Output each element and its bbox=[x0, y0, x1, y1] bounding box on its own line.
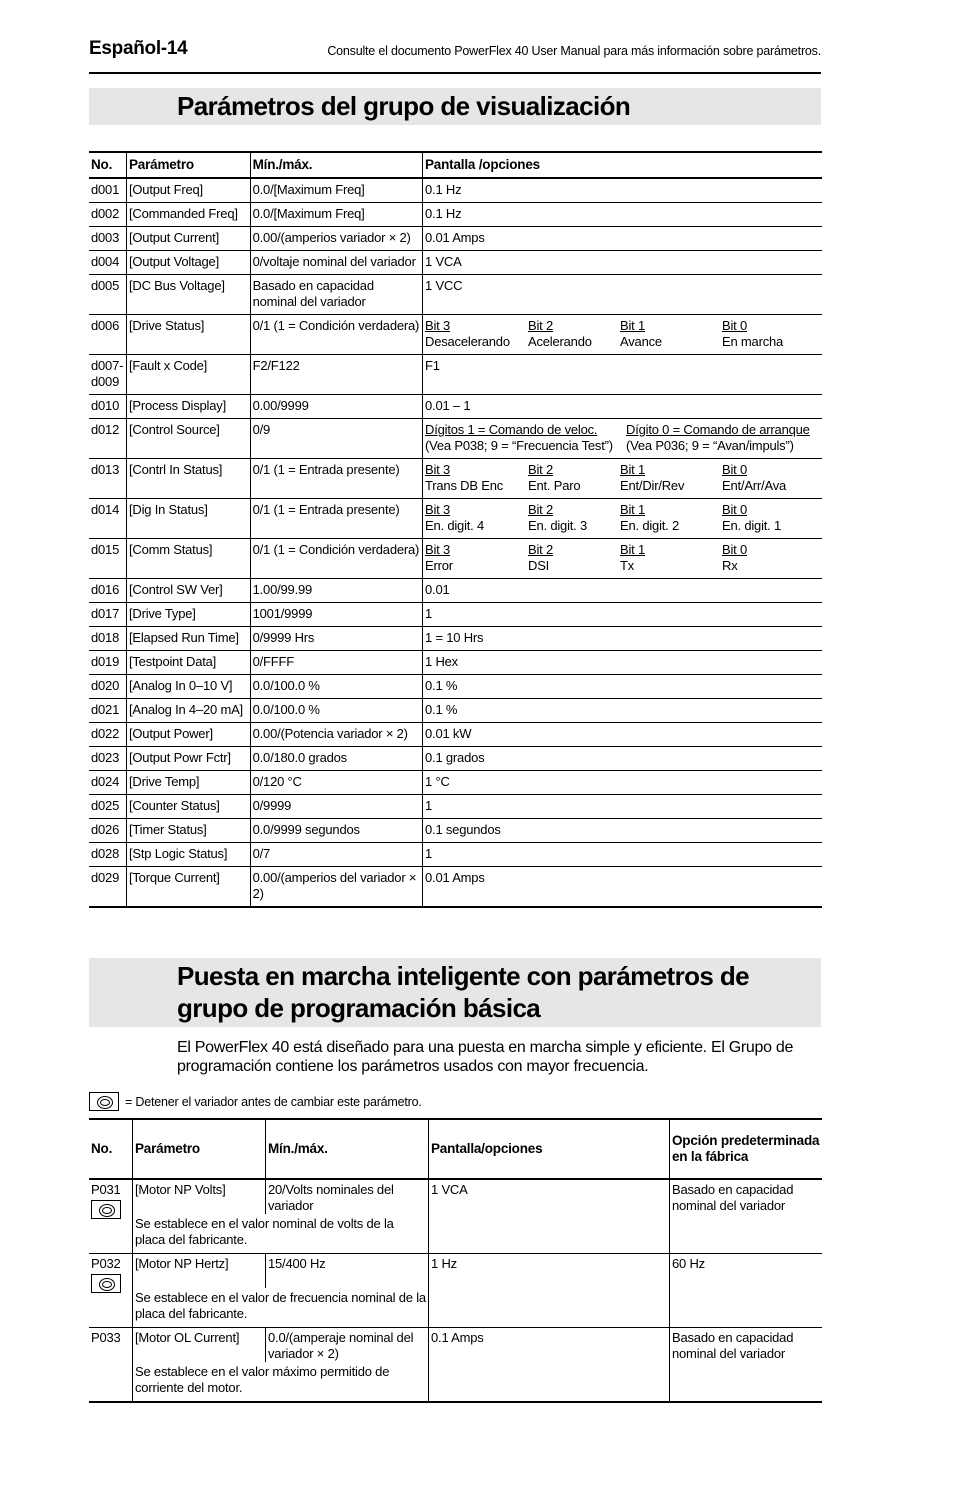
table-header-row bbox=[89, 152, 822, 178]
bit-option bbox=[620, 318, 722, 350]
param-display: 0.1 % bbox=[423, 699, 823, 723]
bit-options bbox=[425, 502, 820, 534]
bit-label: Bit 3 bbox=[425, 502, 451, 517]
bit-label: Bit 2 bbox=[528, 502, 554, 517]
digit-label: Dígitos 1 = Comando de veloc. bbox=[425, 422, 598, 437]
bit-description: Trans DB Enc bbox=[425, 478, 504, 493]
param-number: d025 bbox=[89, 795, 126, 819]
bit-option bbox=[425, 462, 528, 494]
table-row bbox=[89, 1254, 822, 1289]
bit-description: Ent/Dir/Rev bbox=[620, 478, 685, 493]
param-number: d003 bbox=[89, 227, 126, 251]
param-display bbox=[423, 315, 823, 355]
param-name: [Output Freq] bbox=[126, 178, 250, 203]
param-number-cell bbox=[89, 1179, 133, 1254]
param-display bbox=[423, 499, 823, 539]
param-display: 1 VCA bbox=[423, 251, 823, 275]
display-parameters-table bbox=[89, 151, 822, 908]
bit-option bbox=[722, 318, 820, 350]
bit-label: Bit 2 bbox=[528, 542, 554, 557]
param-minmax: 0.0/(amperaje nominal del variador × 2) bbox=[266, 1328, 429, 1363]
param-name: [Analog In 0–10 V] bbox=[126, 675, 250, 699]
intro-paragraph: El PowerFlex 40 está diseñado para una puesta en marcha simple y eficiente. El Grupo de programación contiene los parámetros usados con mayor frecuencia. bbox=[177, 1039, 794, 1075]
param-number: d016 bbox=[89, 579, 126, 603]
param-display: 0.1 Hz bbox=[423, 203, 823, 227]
table-row bbox=[89, 795, 822, 819]
param-name: [Torque Current] bbox=[126, 867, 250, 908]
bit-option bbox=[722, 462, 820, 494]
param-minmax: 15/400 Hz bbox=[266, 1254, 429, 1289]
param-note: Se establece en el valor máximo permitido de corriente del motor. bbox=[133, 1362, 429, 1402]
param-number: d029 bbox=[89, 867, 126, 908]
bit-options bbox=[425, 462, 820, 494]
bit-option bbox=[620, 542, 722, 574]
stop-drive-icon bbox=[91, 1274, 121, 1293]
table-row bbox=[89, 178, 822, 203]
param-minmax: 0/1 (1 = Entrada presente) bbox=[250, 459, 422, 499]
param-minmax: 1001/9999 bbox=[250, 603, 422, 627]
section-title: Puesta en marcha inteligente con parámetros de grupo de programación básica bbox=[177, 961, 750, 1023]
bit-description: Desacelerando bbox=[425, 334, 510, 349]
column-header: Mín./máx. bbox=[250, 152, 422, 178]
param-minmax: 0.00/9999 bbox=[250, 395, 422, 419]
param-number: d005 bbox=[89, 275, 126, 315]
param-name: [Timer Status] bbox=[126, 819, 250, 843]
table-row bbox=[89, 627, 822, 651]
column-header: Mín./máx. bbox=[266, 1119, 429, 1179]
param-minmax: 0/FFFF bbox=[250, 651, 422, 675]
param-display: F1 bbox=[423, 355, 823, 395]
param-number: P032 bbox=[91, 1256, 121, 1271]
bit-option bbox=[528, 502, 620, 534]
table-row bbox=[89, 579, 822, 603]
digit-option bbox=[425, 422, 626, 454]
param-number: d028 bbox=[89, 843, 126, 867]
bit-label: Bit 3 bbox=[425, 318, 451, 333]
param-number: d026 bbox=[89, 819, 126, 843]
bit-description: Rx bbox=[722, 558, 738, 573]
table-row bbox=[89, 867, 822, 908]
param-display: 0.1 Amps bbox=[429, 1328, 670, 1403]
digit-label: Dígito 0 = Comando de arranque bbox=[626, 422, 810, 437]
bit-description: Acelerando bbox=[528, 334, 592, 349]
table-header-row bbox=[89, 1119, 822, 1179]
bit-description: DSI bbox=[528, 558, 550, 573]
bit-label: Bit 0 bbox=[722, 318, 748, 333]
stop-legend bbox=[89, 1092, 422, 1111]
param-minmax: Basado en capacidad nominal del variador bbox=[250, 275, 422, 315]
param-name: [Fault x Code] bbox=[126, 355, 250, 395]
table-row bbox=[89, 251, 822, 275]
param-display: 1 bbox=[423, 603, 823, 627]
table-row bbox=[89, 203, 822, 227]
param-minmax: 0/9 bbox=[250, 419, 422, 459]
reference-note: Consulte el documento PowerFlex 40 User Manual para más información sobre parámetros. bbox=[327, 44, 821, 58]
digit-option bbox=[626, 422, 820, 454]
param-name: [DC Bus Voltage] bbox=[126, 275, 250, 315]
param-note: Se establece en el valor nominal de volts de la placa del fabricante. bbox=[133, 1214, 429, 1254]
bit-options bbox=[425, 542, 820, 574]
param-name: [Output Powr Fctr] bbox=[126, 747, 250, 771]
digit-description: (Vea P038; 9 = “Frecuencia Test”) bbox=[425, 438, 613, 453]
param-name: [Output Current] bbox=[126, 227, 250, 251]
table-row bbox=[89, 1179, 822, 1214]
table-row bbox=[89, 355, 822, 395]
param-name: [Motor NP Hertz] bbox=[133, 1254, 266, 1289]
param-minmax: 0/9999 bbox=[250, 795, 422, 819]
bit-option bbox=[425, 542, 528, 574]
table-row bbox=[89, 771, 822, 795]
page-number: Español-14 bbox=[89, 38, 188, 59]
bit-label: Bit 1 bbox=[620, 318, 646, 333]
param-display bbox=[423, 539, 823, 579]
param-display: 1 = 10 Hrs bbox=[423, 627, 823, 651]
param-display: 0.01 kW bbox=[423, 723, 823, 747]
bit-label: Bit 2 bbox=[528, 318, 554, 333]
param-minmax: 0/9999 Hrs bbox=[250, 627, 422, 651]
bit-option bbox=[620, 462, 722, 494]
table-row bbox=[89, 843, 822, 867]
param-display: 0.01 – 1 bbox=[423, 395, 823, 419]
table-row bbox=[89, 539, 822, 579]
param-number: P033 bbox=[91, 1330, 121, 1345]
param-display: 0.1 Hz bbox=[423, 178, 823, 203]
table-row bbox=[89, 819, 822, 843]
param-name: [Control SW Ver] bbox=[126, 579, 250, 603]
bit-label: Bit 3 bbox=[425, 542, 451, 557]
param-display: 0.01 bbox=[423, 579, 823, 603]
param-number: d022 bbox=[89, 723, 126, 747]
param-name: [Stp Logic Status] bbox=[126, 843, 250, 867]
param-display: 0.01 Amps bbox=[423, 867, 823, 908]
section-title: Parámetros del grupo de visualización bbox=[177, 91, 631, 121]
table-row bbox=[89, 499, 822, 539]
param-minmax: 0/1 (1 = Condición verdadera) bbox=[250, 315, 422, 355]
param-minmax: 0.00/(Potencia variador × 2) bbox=[250, 723, 422, 747]
bit-option bbox=[722, 542, 820, 574]
param-minmax: 0.0/100.0 % bbox=[250, 699, 422, 723]
bit-label: Bit 0 bbox=[722, 542, 748, 557]
param-name: [Drive Status] bbox=[126, 315, 250, 355]
bit-label: Bit 3 bbox=[425, 462, 451, 477]
param-display: 0.1 segundos bbox=[423, 819, 823, 843]
param-default: 60 Hz bbox=[670, 1254, 823, 1328]
param-number: d006 bbox=[89, 315, 126, 355]
param-number: d021 bbox=[89, 699, 126, 723]
param-display bbox=[423, 459, 823, 499]
bit-label: Bit 1 bbox=[620, 502, 646, 517]
param-default: Basado en capacidad nominal del variador bbox=[670, 1328, 823, 1403]
param-number: d018 bbox=[89, 627, 126, 651]
param-display: 1 Hz bbox=[429, 1254, 670, 1328]
stop-drive-icon bbox=[91, 1200, 121, 1219]
table-row bbox=[89, 459, 822, 499]
param-name: [Drive Temp] bbox=[126, 771, 250, 795]
column-header: Opción predeterminada en la fábrica bbox=[670, 1119, 823, 1179]
param-display: 0.1 % bbox=[423, 675, 823, 699]
param-number: d014 bbox=[89, 499, 126, 539]
param-number: d024 bbox=[89, 771, 126, 795]
param-minmax: 1.00/99.99 bbox=[250, 579, 422, 603]
table-row bbox=[89, 419, 822, 459]
param-number: d001 bbox=[89, 178, 126, 203]
param-name: [Output Power] bbox=[126, 723, 250, 747]
bit-description: En. digit. 2 bbox=[620, 518, 680, 533]
bit-label: Bit 0 bbox=[722, 502, 748, 517]
bit-option bbox=[425, 318, 528, 350]
bit-description: Ent/Arr/Ava bbox=[722, 478, 787, 493]
section-title-band bbox=[89, 88, 821, 125]
param-name: [Control Source] bbox=[126, 419, 250, 459]
param-display: 1 VCA bbox=[429, 1179, 670, 1254]
param-display: 1 °C bbox=[423, 771, 823, 795]
param-minmax: 0.00/(amperios variador × 2) bbox=[250, 227, 422, 251]
param-name: [Dig In Status] bbox=[126, 499, 250, 539]
param-minmax: 0/7 bbox=[250, 843, 422, 867]
bit-description: Avance bbox=[620, 334, 662, 349]
basic-program-parameters-table bbox=[89, 1118, 822, 1403]
param-number: d013 bbox=[89, 459, 126, 499]
table-row bbox=[89, 603, 822, 627]
column-header: Parámetro bbox=[126, 152, 250, 178]
bit-option bbox=[528, 462, 620, 494]
param-display: 1 bbox=[423, 795, 823, 819]
column-header: Pantalla/opciones bbox=[429, 1119, 670, 1179]
param-minmax: 0/voltaje nominal del variador bbox=[250, 251, 422, 275]
param-name: [Commanded Freq] bbox=[126, 203, 250, 227]
param-name: [Motor OL Current] bbox=[133, 1328, 266, 1363]
param-number: d007-d009 bbox=[89, 355, 126, 395]
bit-label: Bit 1 bbox=[620, 542, 646, 557]
table-row bbox=[89, 675, 822, 699]
param-minmax: 0/120 °C bbox=[250, 771, 422, 795]
param-name: [Contrl In Status] bbox=[126, 459, 250, 499]
param-minmax: 20/Volts nominales del variador bbox=[266, 1179, 429, 1214]
table-row bbox=[89, 1328, 822, 1363]
bit-description: En. digit. 3 bbox=[528, 518, 588, 533]
bit-description: En. digit. 1 bbox=[722, 518, 782, 533]
section-title-band bbox=[89, 958, 821, 1027]
param-name: [Process Display] bbox=[126, 395, 250, 419]
param-number-cell bbox=[89, 1254, 133, 1328]
table-row bbox=[89, 651, 822, 675]
table-row bbox=[89, 315, 822, 355]
column-header: Pantalla /opciones bbox=[423, 152, 823, 178]
param-display: 1 Hex bbox=[423, 651, 823, 675]
table-row bbox=[89, 275, 822, 315]
digit-options bbox=[425, 422, 820, 454]
param-name: [Drive Type] bbox=[126, 603, 250, 627]
param-display: 1 bbox=[423, 843, 823, 867]
column-header: No. bbox=[89, 152, 126, 178]
table-row bbox=[89, 395, 822, 419]
table-row bbox=[89, 699, 822, 723]
param-display: 0.1 grados bbox=[423, 747, 823, 771]
param-number: d023 bbox=[89, 747, 126, 771]
table-row bbox=[89, 747, 822, 771]
param-name: [Testpoint Data] bbox=[126, 651, 250, 675]
param-minmax: 0.0/[Maximum Freq] bbox=[250, 203, 422, 227]
param-number: d002 bbox=[89, 203, 126, 227]
stop-drive-icon bbox=[89, 1092, 119, 1111]
bit-option bbox=[620, 502, 722, 534]
table-row bbox=[89, 723, 822, 747]
param-number: d004 bbox=[89, 251, 126, 275]
bit-options bbox=[425, 318, 820, 350]
param-default: Basado en capacidad nominal del variador bbox=[670, 1179, 823, 1254]
param-minmax: 0.0/100.0 % bbox=[250, 675, 422, 699]
param-name: [Comm Status] bbox=[126, 539, 250, 579]
param-number: d012 bbox=[89, 419, 126, 459]
column-header: Parámetro bbox=[133, 1119, 266, 1179]
param-minmax: F2/F122 bbox=[250, 355, 422, 395]
bit-option bbox=[528, 318, 620, 350]
bit-label: Bit 2 bbox=[528, 462, 554, 477]
bit-description: Tx bbox=[620, 558, 635, 573]
bit-description: En marcha bbox=[722, 334, 784, 349]
param-number: P031 bbox=[91, 1182, 121, 1197]
bit-option bbox=[722, 502, 820, 534]
param-display: 0.01 Amps bbox=[423, 227, 823, 251]
param-minmax: 0/1 (1 = Condición verdadera) bbox=[250, 539, 422, 579]
param-note: Se establece en el valor de frecuencia nominal de la placa del fabricante. bbox=[133, 1288, 429, 1328]
bit-description: En. digit. 4 bbox=[425, 518, 485, 533]
param-number-cell bbox=[89, 1328, 133, 1403]
param-number: d017 bbox=[89, 603, 126, 627]
page-header bbox=[89, 38, 821, 74]
table-row bbox=[89, 227, 822, 251]
param-name: [Output Voltage] bbox=[126, 251, 250, 275]
param-name: [Motor NP Volts] bbox=[133, 1179, 266, 1214]
bit-label: Bit 0 bbox=[722, 462, 748, 477]
bit-label: Bit 1 bbox=[620, 462, 646, 477]
param-display: 1 VCC bbox=[423, 275, 823, 315]
param-minmax: 0.00/(amperios del variador × 2) bbox=[250, 867, 422, 908]
param-name: [Elapsed Run Time] bbox=[126, 627, 250, 651]
param-minmax: 0.0/9999 segundos bbox=[250, 819, 422, 843]
param-number: d010 bbox=[89, 395, 126, 419]
param-number: d019 bbox=[89, 651, 126, 675]
param-minmax: 0/1 (1 = Entrada presente) bbox=[250, 499, 422, 539]
param-minmax: 0.0/180.0 grados bbox=[250, 747, 422, 771]
param-name: [Counter Status] bbox=[126, 795, 250, 819]
param-number: d020 bbox=[89, 675, 126, 699]
bit-description: Error bbox=[425, 558, 453, 573]
legend-text: = Detener el variador antes de cambiar este parámetro. bbox=[125, 1094, 422, 1109]
bit-description: Ent. Paro bbox=[528, 478, 581, 493]
bit-option bbox=[528, 542, 620, 574]
param-minmax: 0.0/[Maximum Freq] bbox=[250, 178, 422, 203]
param-name: [Analog In 4–20 mA] bbox=[126, 699, 250, 723]
param-number: d015 bbox=[89, 539, 126, 579]
digit-description: (Vea P036; 9 = “Avan/impuls”) bbox=[626, 438, 794, 453]
param-display bbox=[423, 419, 823, 459]
bit-option bbox=[425, 502, 528, 534]
column-header: No. bbox=[89, 1119, 133, 1179]
